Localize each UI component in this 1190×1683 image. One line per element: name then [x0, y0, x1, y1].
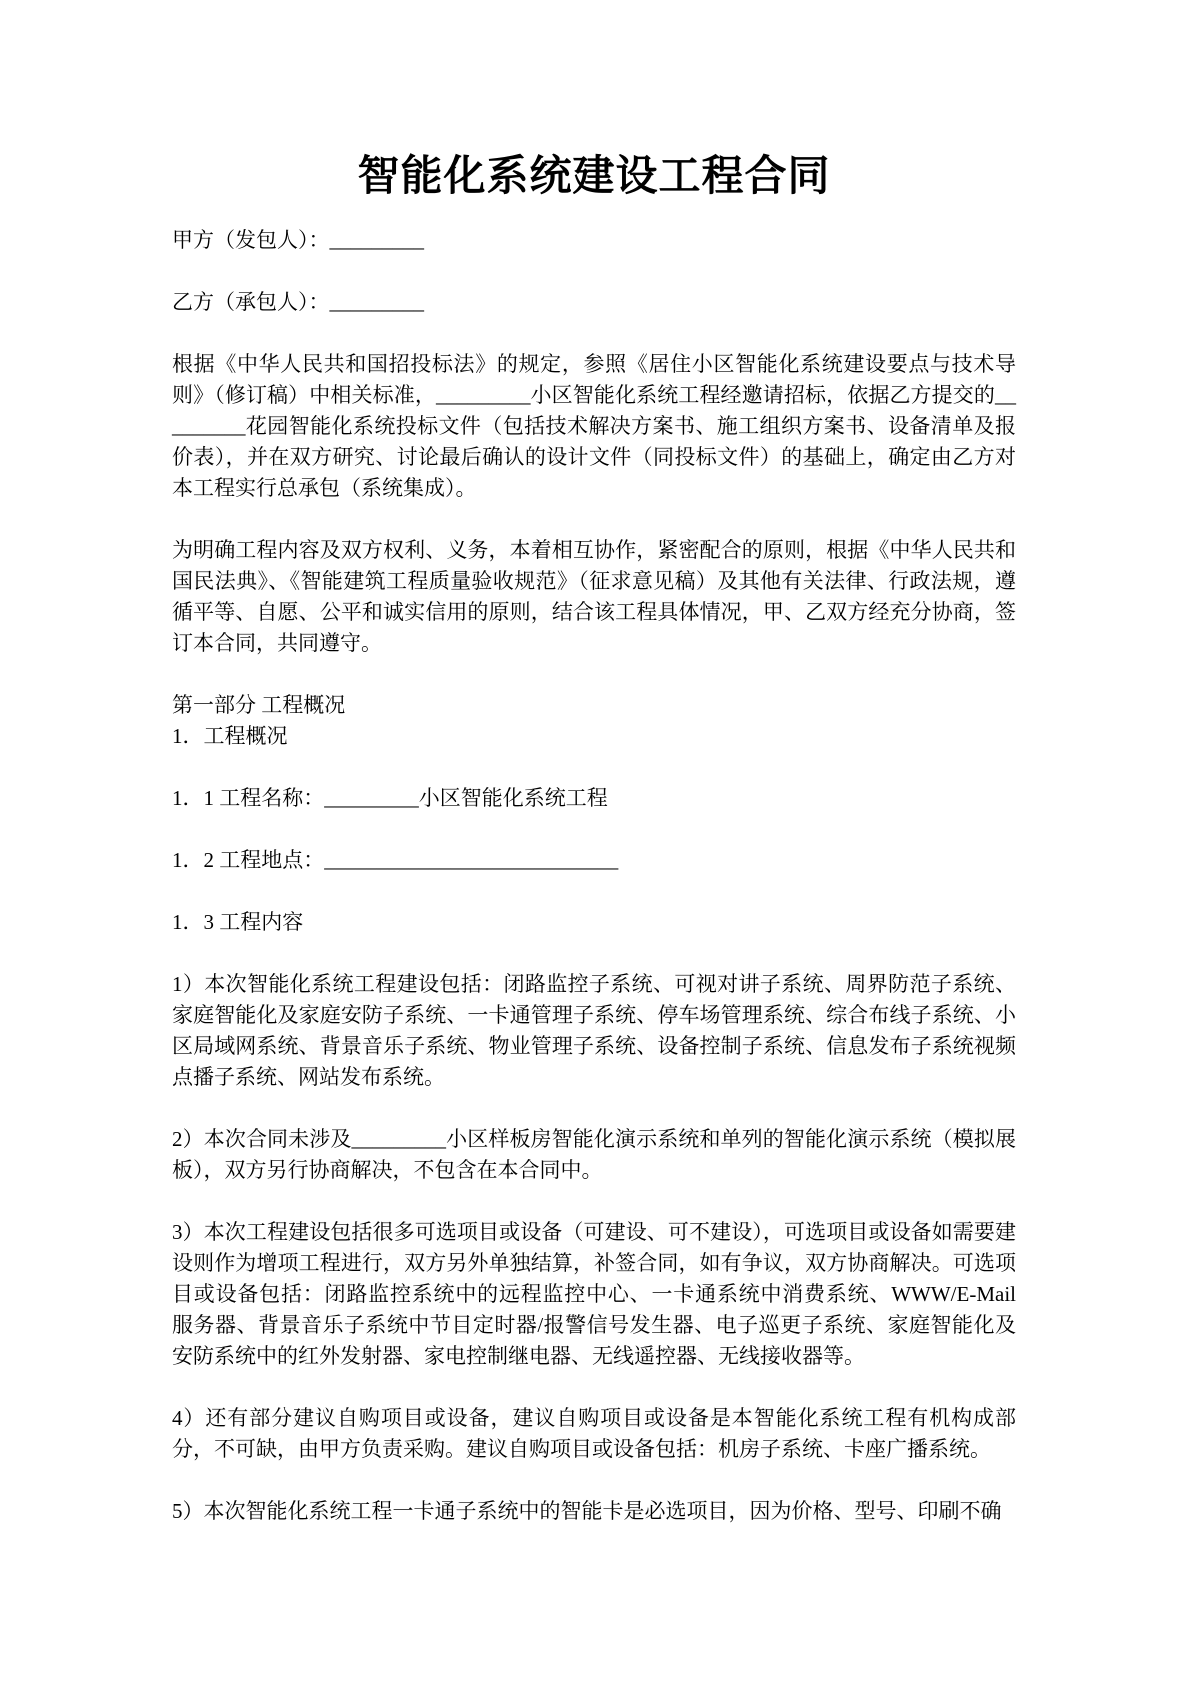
part1-subheading: 1．工程概况 — [172, 724, 288, 748]
preamble-paragraph-principles: 为明确工程内容及双方权利、义务，本着相互协作，紧密配合的原则，根据《中华人民共和国民法典》、《智能建筑工程质量验收规范》（征求意见稿）及其他有关法律、行政法规，遵循平等、自愿、公平和诚实信用的原则，结合该工程具体情况，甲、乙双方经充分协商，签订本合同，共同遵守。 — [172, 538, 1016, 655]
document-title: 智能化系统建设工程合同 — [357, 154, 831, 200]
clause-1-3-project-content: 1．3 工程内容 — [172, 910, 304, 934]
part1-heading: 第一部分 工程概况 — [172, 693, 346, 717]
party-b-line: 乙方（承包人）：_________ — [172, 290, 424, 314]
content-item-3: 3）本次工程建设包括很多可选项目或设备（可建设、可不建设），可选项目或设备如需要建设则作为增项工程进行，双方另外单独结算，补签合同，如有争议，双方协商解决。可选项目或设备包括：闭路监控系统中的远程监控中心、一卡通系统中消费系统、WWW/E-Mail 服务器、背景音乐子系统中节目定时器/报警信号发生器、电子巡更子系统、家庭智能化及安防系统中的红外发射器、家电控制继电器、无线遥控器、无线接收器等。 — [172, 1220, 1016, 1368]
content-item-5-truncated: 5）本次智能化系统工程一卡通子系统中的智能卡是必选项目，因为价格、型号、印刷不确 — [172, 1499, 1002, 1523]
content-item-2: 2）本次合同未涉及_________小区样板房智能化演示系统和单列的智能化演示系统（模拟展板），双方另行协商解决，不包含在本合同中。 — [172, 1127, 1016, 1182]
content-item-4: 4）还有部分建议自购项目或设备，建议自购项目或设备是本智能化系统工程有机构成部分，不可缺，由甲方负责采购。建议自购项目或设备包括：机房子系统、卡座广播系统。 — [172, 1406, 1016, 1461]
party-a-line: 甲方（发包人）：_________ — [172, 228, 424, 252]
clause-1-1-project-name: 1．1 工程名称：_________小区智能化系统工程 — [172, 786, 608, 810]
content-item-1: 1）本次智能化系统工程建设包括：闭路监控子系统、可视对讲子系统、周界防范子系统、家庭智能化及家庭安防子系统、一卡通管理子系统、停车场管理系统、综合布线子系统、小区局域网系统、背景音乐子系统、物业管理子系统、设备控制子系统、信息发布子系统视频点播子系统、网站发布系统。 — [172, 972, 1016, 1089]
clause-1-2-project-location: 1．2 工程地点：____________________________ — [172, 848, 619, 872]
preamble-paragraph-basis: 根据《中华人民共和国招投标法》的规定，参照《居住小区智能化系统建设要点与技术导则》（修订稿）中相关标准，_________小区智能化系统工程经邀请招标，依据乙方提交的_________花园智能化系统投标文件（包括技术解决方案书、施工组织方案书、设备清单及报价表），并在双方研究、讨论最后确认的设计文件（同投标文件）的基础上，确定由乙方对本工程实行总承包（系统集成）。 — [172, 352, 1016, 500]
